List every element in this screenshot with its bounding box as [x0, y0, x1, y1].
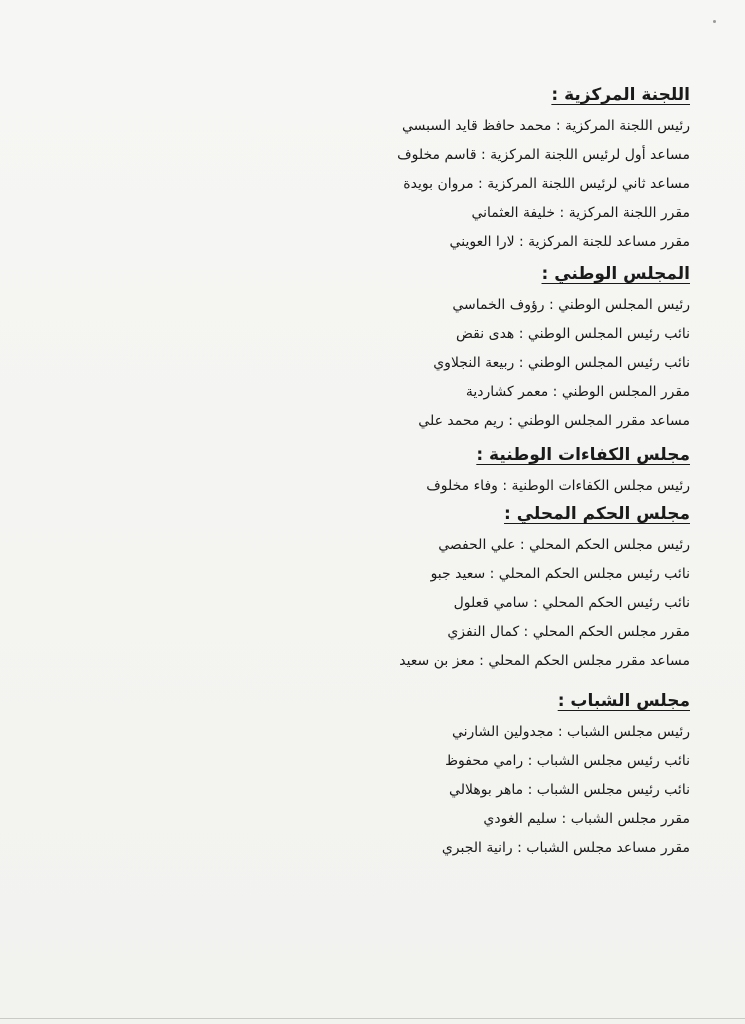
document-content — [330, 82, 690, 863]
member-line: نائب رئيس مجلس الشباب : ماهر بوهلالي — [449, 782, 690, 798]
section-national-competencies-council — [330, 442, 690, 501]
section-central-committee — [330, 82, 690, 257]
member-line: نائب رئيس المجلس الوطني : هدى نقض — [456, 326, 690, 342]
member-line: مساعد أول لرئيس اللجنة المركزية : قاسم مخلوف — [397, 147, 690, 163]
member-line: نائب رئيس مجلس الشباب : رامي محفوظ — [445, 753, 690, 769]
member-line: مساعد ثاني لرئيس اللجنة المركزية : مروان بويدة — [403, 176, 690, 192]
member-line: مساعد مقرر المجلس الوطني : ريم محمد علي — [418, 413, 690, 429]
section-youth-council — [330, 688, 690, 863]
scan-speck — [713, 20, 716, 23]
member-line: مقرر مجلس الشباب : سليم الغودي — [483, 811, 690, 827]
member-line: رئيس مجلس الحكم المحلي : علي الحفصي — [438, 537, 690, 553]
member-line: مقرر مساعد للجنة المركزية : لارا العويني — [449, 234, 690, 250]
section-national-council — [330, 261, 690, 436]
member-line: نائب رئيس مجلس الحكم المحلي : سعيد جبو — [430, 566, 690, 582]
section-heading: اللجنة المركزية : — [551, 85, 690, 105]
member-line: نائب رئيس الحكم المحلي : سامي قعلول — [453, 595, 690, 611]
member-line: رئيس اللجنة المركزية : محمد حافظ قايد السبسي — [401, 118, 690, 134]
member-line: مقرر مساعد مجلس الشباب : رانية الجبري — [441, 840, 690, 856]
section-heading: مجلس الشباب : — [557, 691, 690, 711]
member-line: مقرر اللجنة المركزية : خليفة العثماني — [471, 205, 690, 221]
section-heading: مجلس الحكم المحلي : — [504, 504, 690, 524]
section-local-government-council — [330, 501, 690, 676]
page-bottom-edge — [0, 1018, 745, 1019]
section-heading: المجلس الوطني : — [541, 264, 690, 284]
member-line: مقرر المجلس الوطني : معمر كشاردية — [465, 384, 690, 400]
member-line: رئيس المجلس الوطني : رؤوف الخماسي — [452, 297, 690, 313]
member-line: رئيس مجلس الكفاءات الوطنية : وفاء مخلوف — [426, 478, 690, 494]
member-line: مساعد مقرر مجلس الحكم المحلي : معز بن سعيد — [399, 653, 690, 669]
member-line: رئيس مجلس الشباب : مجدولين الشارني — [451, 724, 690, 740]
member-line: مقرر مجلس الحكم المحلي : كمال النفزي — [447, 624, 690, 640]
section-heading: مجلس الكفاءات الوطنية : — [476, 445, 690, 465]
member-line: نائب رئيس المجلس الوطني : ربيعة النجلاوي — [433, 355, 690, 371]
